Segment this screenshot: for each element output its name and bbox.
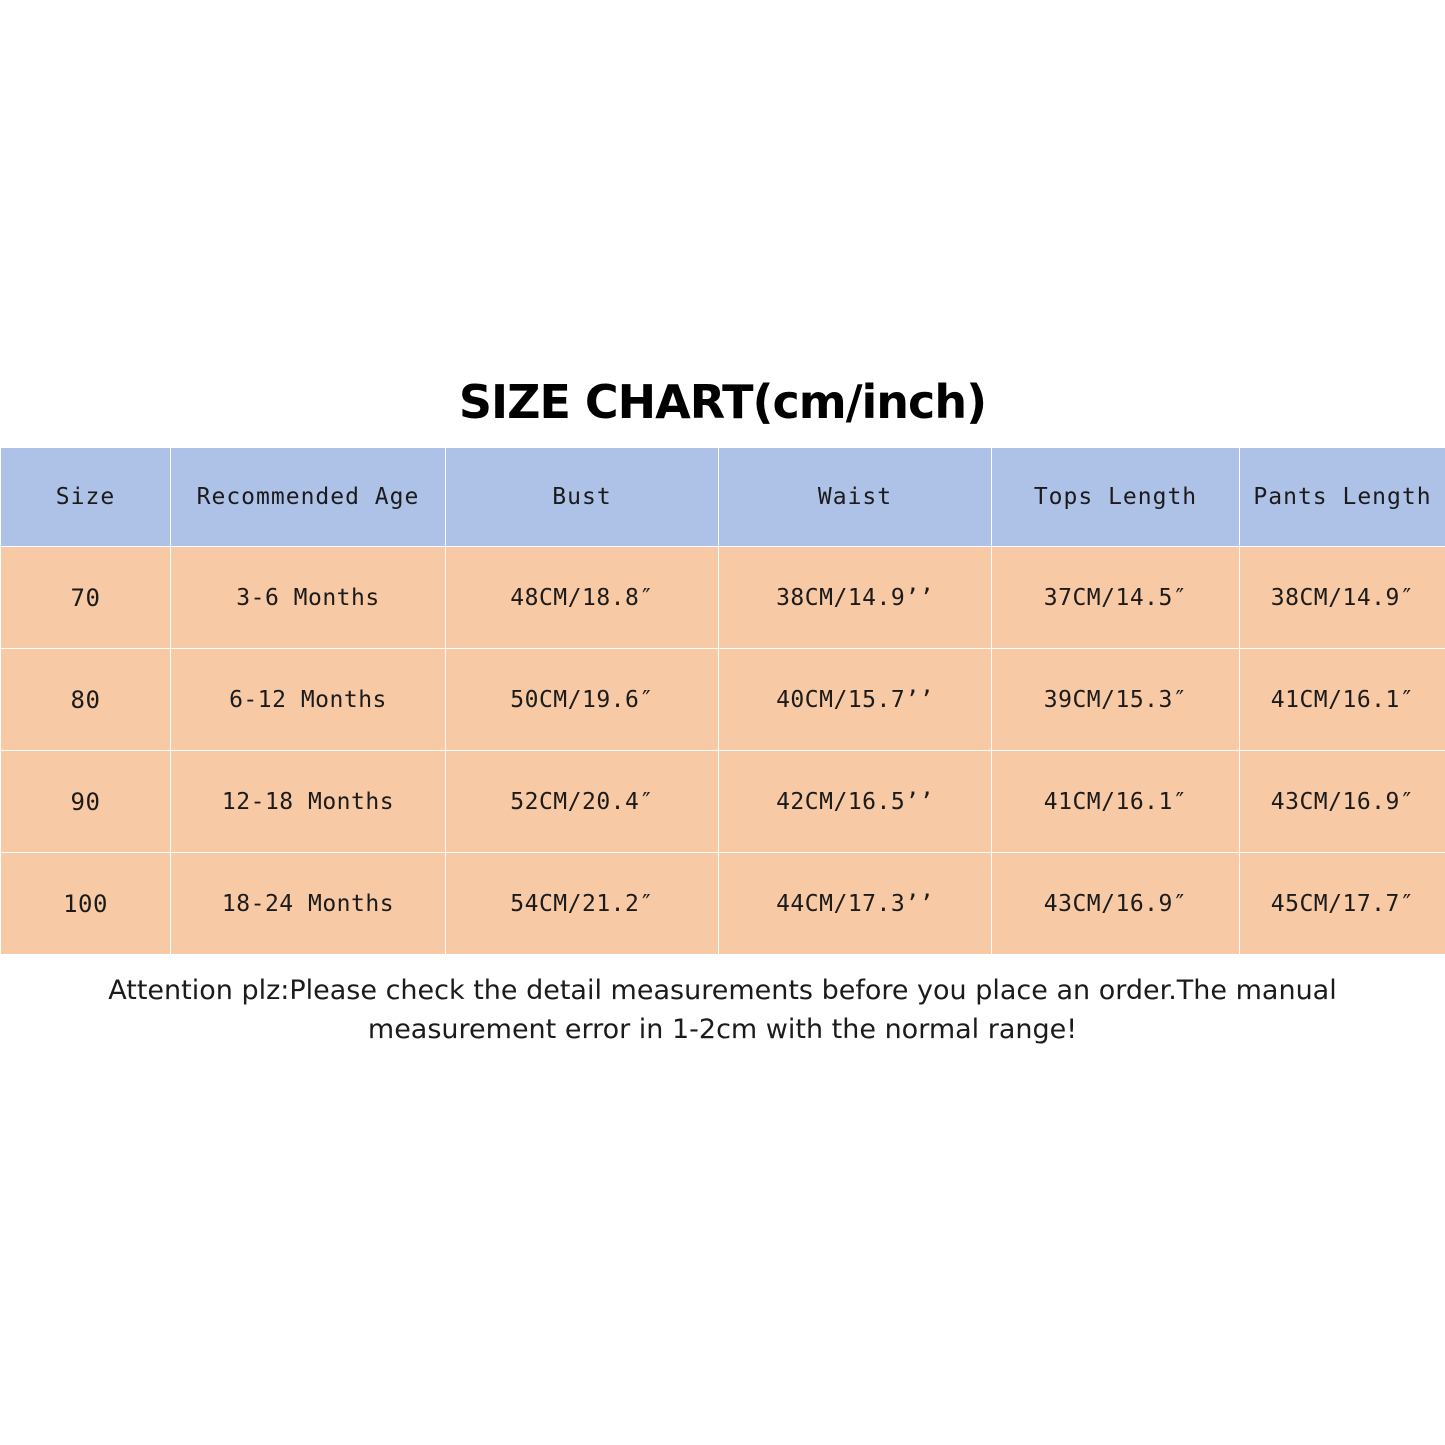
cell-pants-length: 43CM/16.9″: [1240, 751, 1445, 853]
cell-waist: 44CM/17.3’’: [719, 853, 992, 955]
table-row: [1, 751, 1445, 853]
cell-age: 12-18 Months: [171, 751, 446, 853]
column-header-size: Size: [1, 448, 171, 547]
cell-tops-length: 41CM/16.1″: [992, 751, 1240, 853]
size-chart-table: [0, 447, 1445, 955]
cell-tops-length: 43CM/16.9″: [992, 853, 1240, 955]
measurement-note: Attention plz:Please check the detail measurements before you place an order.The manual measurement error in 1-2cm with the normal range!: [108, 975, 1337, 1046]
cell-tops-length: 37CM/14.5″: [992, 547, 1240, 649]
column-header-recommended-age: Recommended Age: [171, 448, 446, 547]
cell-bust: 50CM/19.6″: [446, 649, 719, 751]
cell-tops-length: 39CM/15.3″: [992, 649, 1240, 751]
size-chart-container: [0, 375, 1445, 1049]
cell-age: 18-24 Months: [171, 853, 446, 955]
cell-age: 3-6 Months: [171, 547, 446, 649]
cell-pants-length: 41CM/16.1″: [1240, 649, 1445, 751]
cell-size: 100: [1, 853, 171, 955]
table-body: [1, 547, 1445, 955]
cell-bust: 52CM/20.4″: [446, 751, 719, 853]
cell-size: 70: [1, 547, 171, 649]
table-row: [1, 853, 1445, 955]
cell-size: 90: [1, 751, 171, 853]
table-header: [1, 448, 1445, 547]
column-header-bust: Bust: [446, 448, 719, 547]
table-row: [1, 547, 1445, 649]
cell-bust: 54CM/21.2″: [446, 853, 719, 955]
cell-bust: 48CM/18.8″: [446, 547, 719, 649]
cell-pants-length: 38CM/14.9″: [1240, 547, 1445, 649]
table-row: [1, 649, 1445, 751]
cell-waist: 38CM/14.9’’: [719, 547, 992, 649]
page-title: SIZE CHART(cm/inch): [458, 375, 987, 429]
column-header-pants-length: Pants Length: [1240, 448, 1445, 547]
cell-waist: 42CM/16.5’’: [719, 751, 992, 853]
cell-pants-length: 45CM/17.7″: [1240, 853, 1445, 955]
cell-age: 6-12 Months: [171, 649, 446, 751]
column-header-tops-length: Tops Length: [992, 448, 1240, 547]
cell-size: 80: [1, 649, 171, 751]
table-header-row: [1, 448, 1445, 547]
column-header-waist: Waist: [719, 448, 992, 547]
cell-waist: 40CM/15.7’’: [719, 649, 992, 751]
